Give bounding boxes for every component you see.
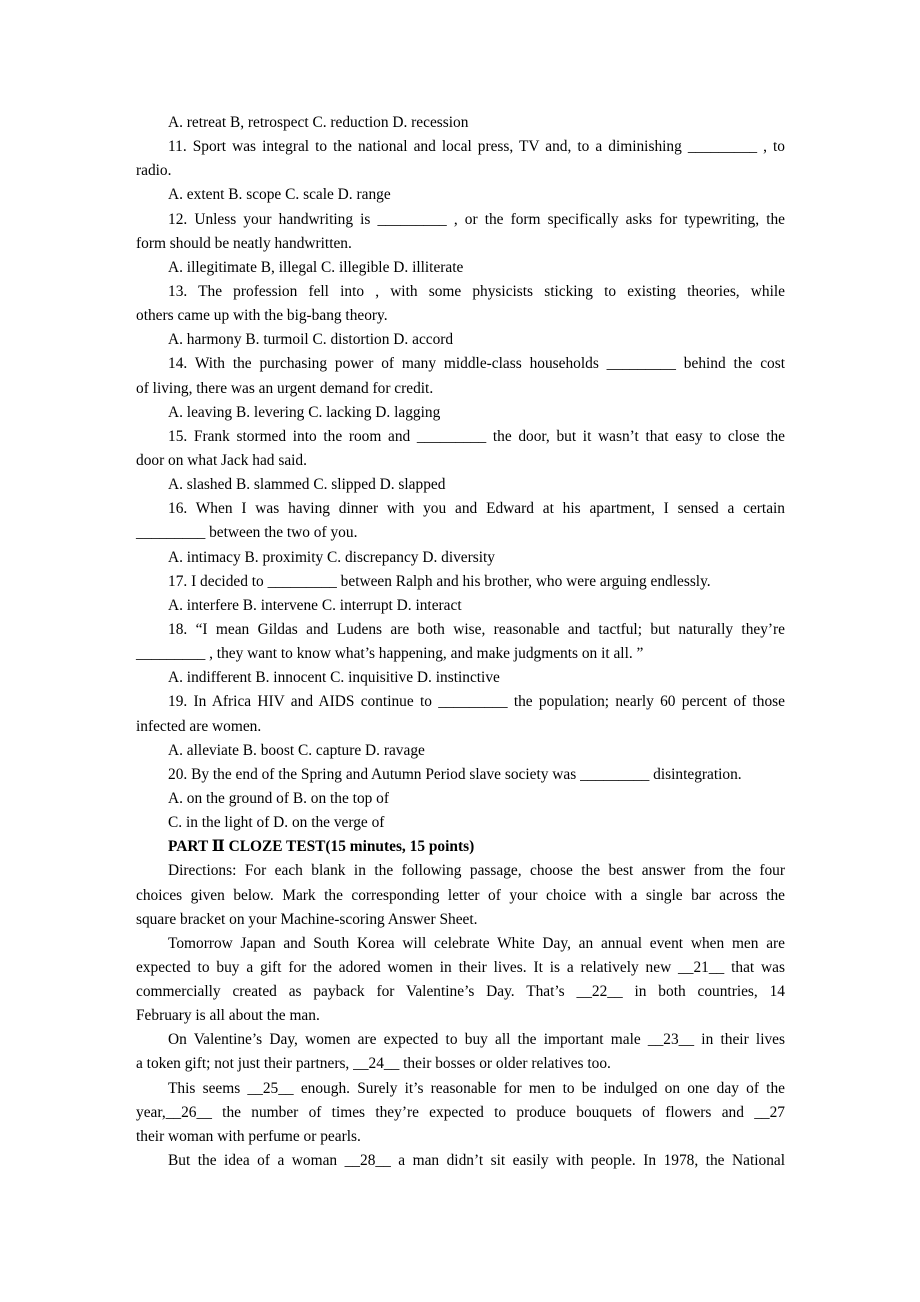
question-14-line-2: of living, there was an urgent demand for credit. [136,379,434,397]
passage-para-1-line-4: February is all about the man. [136,1007,320,1025]
question-15-line-1: 15. Frank stormed into the room and _________ the door, but it wasn’t that easy to close the [168,427,785,445]
question-12-line-1: 12. Unless your handwriting is _________ , or the form specifically asks for typewriting, the [168,210,785,228]
passage-para-1-line-1: Tomorrow Japan and South Korea will celebrate White Day, an annual event when men are [168,934,785,952]
question-13-line-1: 13. The profession fell into , with some physicists sticking to existing theories, while [168,282,785,300]
answer-options-q20-row-2: C. in the light of D. on the verge of [168,814,385,832]
question-11-line-2: radio. [136,162,172,180]
question-11-line-1: 11. Sport was integral to the national and local press, TV and, to a diminishing _________ , to [168,138,785,156]
question-15-line-2: door on what Jack had said. [136,451,307,469]
passage-para-3-line-3: their woman with perfume or pearls. [136,1127,361,1145]
directions-line-1: Directions: For each blank in the following passage, choose the best answer from the four [168,862,785,880]
answer-options-q15: A. slashed B. slammed C. slipped D. slapped [168,476,446,494]
passage-para-1-line-3: commercially created as payback for Valentine’s Day. That’s __22__ in both countries, 14 [136,983,785,1001]
answer-options-q11: A. extent B. scope C. scale D. range [168,186,391,204]
passage-para-2-line-1: On Valentine’s Day, women are expected to buy all the important male __23__ in their lives [168,1031,785,1049]
directions-line-3: square bracket on your Machine-scoring Answer Sheet. [136,910,478,928]
question-19-line-2: infected are women. [136,717,262,735]
answer-options-q12: A. illegitimate B, illegal C. illegible D. illiterate [168,258,464,276]
document-body [136,111,785,1173]
answer-options-q14: A. leaving B. levering C. lacking D. lagging [168,403,441,421]
passage-para-3-line-1: This seems __25__ enough. Surely it’s reasonable for men to be indulged on one day of the [168,1079,785,1097]
question-14-line-1: 14. With the purchasing power of many middle-class households _________ behind the cost [168,355,785,373]
passage-para-4-line-1: But the idea of a woman __28__ a man didn’t sit easily with people. In 1978, the National [168,1152,785,1170]
passage-para-3-line-2: year,__26__ the number of times they’re expected to produce bouquets of flowers and __27 [136,1103,785,1121]
question-17-line-1: 17. I decided to _________ between Ralph and his brother, who were arguing endlessly. [168,572,711,590]
answer-options-q16: A. intimacy B. proximity C. discrepancy D. diversity [168,548,495,566]
question-20-line-1: 20. By the end of the Spring and Autumn Period slave society was _________ disintegration. [168,765,742,783]
answer-options-q17: A. interfere B. intervene C. interrupt D. interact [168,596,462,614]
passage-para-2-line-2: a token gift; not just their partners, __24__ their bosses or older relatives too. [136,1055,611,1073]
directions-line-2: choices given below. Mark the corresponding letter of your choice with a single bar across the [136,886,785,904]
answer-options-q19: A. alleviate B. boost C. capture D. ravage [168,741,425,759]
answer-options-q20-row-1: A. on the ground of B. on the top of [168,789,389,807]
question-16-line-2: _________ between the two of you. [136,524,358,542]
answer-options-q10: A. retreat B, retrospect C. reduction D. recession [168,114,469,131]
question-16-line-1: 16. When I was having dinner with you and Edward at his apartment, I sensed a certain [168,500,785,518]
question-19-line-1: 19. In Africa HIV and AIDS continue to _________ the population; nearly 60 percent of those [168,693,785,711]
question-18-line-2: _________ , they want to know what’s happening, and make judgments on it all. ” [136,645,644,663]
answer-options-q18: A. indifferent B. innocent C. inquisitive D. instinctive [168,669,500,687]
answer-options-q13: A. harmony B. turmoil C. distortion D. accord [168,331,454,349]
question-13-line-2: others came up with the big-bang theory. [136,307,388,325]
section-heading-part-2: PART Ⅱ CLOZE TEST(15 minutes, 15 points) [168,838,475,856]
question-12-line-2: form should be neatly handwritten. [136,234,352,252]
passage-para-1-line-2: expected to buy a gift for the adored women in their lives. It is a relatively new __21__ that was [136,958,785,976]
question-18-line-1: 18. “I mean Gildas and Ludens are both wise, reasonable and tactful; but naturally they’re [168,620,785,638]
